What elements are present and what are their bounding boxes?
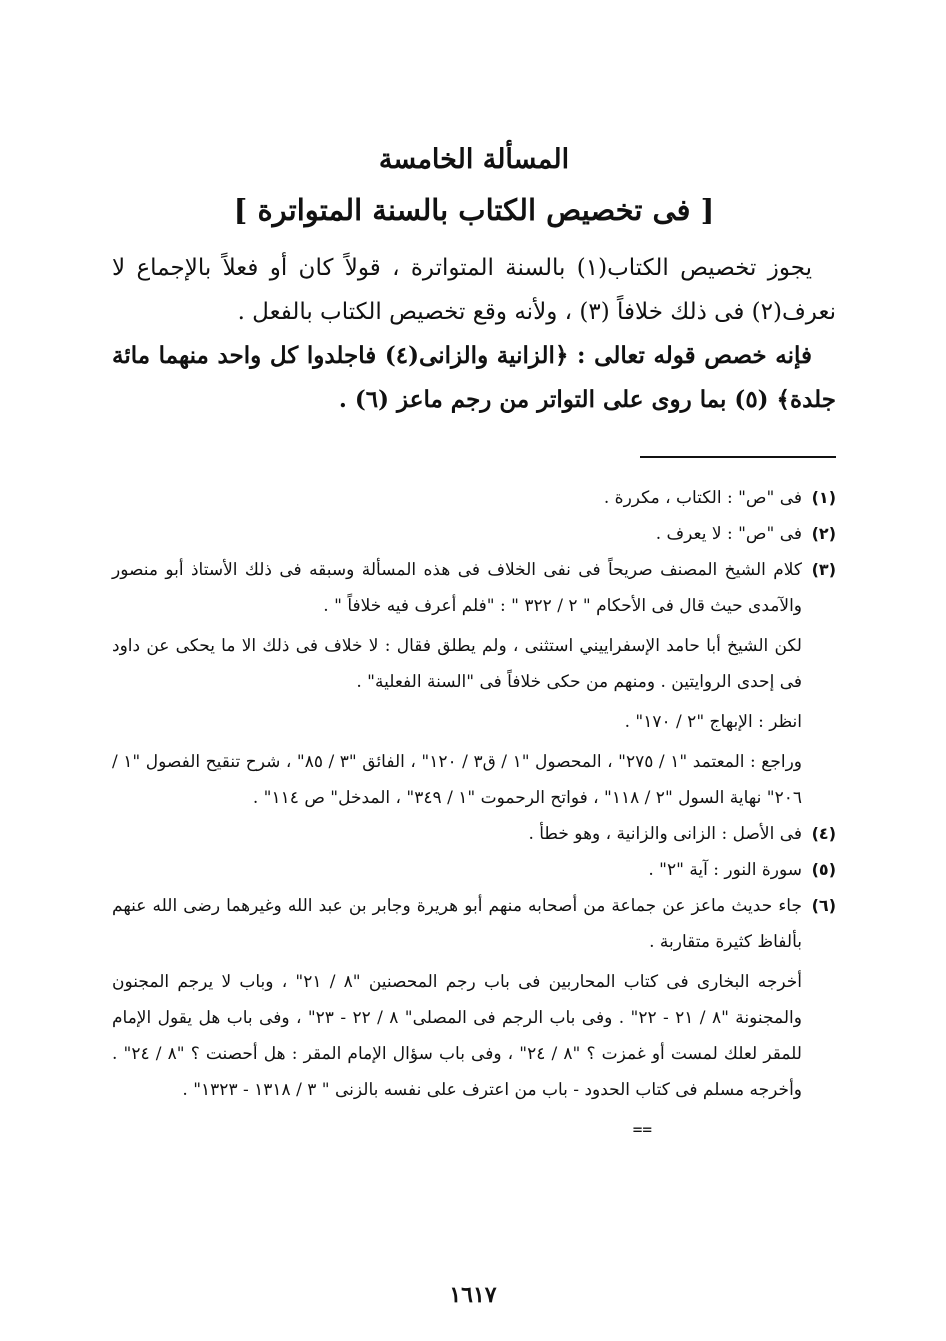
footnote-number: (٣) [811,560,836,579]
continuation-mark: == [632,1120,652,1139]
footnote-text: جاء حديث ماعز عن جماعة من أصحابه منهم أبو هريرة وجابر بن عبد الله وغيرهما رضى الله عنهم بألفاظ كثيرة متقاربة . [112,896,802,952]
page-title: المسألة الخامسة [378,144,570,175]
footnote-text: كلام الشيخ المصنف صريحاً فى نفى الخلاف فى هذه المسألة وسبقه فى ذلك الأستاذ أبو منصور والآمدى حيث قال فى الأحكام " ٢ / ٣٢٢ " : "فلم أعرف فيه خلافاً " . [112,560,802,616]
main-paragraph-1: يجوز تخصيص الكتاب(١) بالسنة المتواترة ، قولاً كان أو فعلاً بالإجماع لا نعرف(٢) فى ذلك خلافاً (٣) ، ولأنه وقع تخصيص الكتاب بالفعل . [112,255,836,325]
main-paragraph-2: فإنه خصص قوله تعالى : ﴿الزانية والزانى(٤) فاجلدوا كل واحد منهما مائة جلدة﴾ (٥) بما روى على التواتر من رجم ماعز (٦) . [112,342,836,413]
footnote-number: (٢) [811,524,836,543]
footnote-separator [640,456,836,458]
footnote-number: (٤) [811,824,836,843]
footnote-text: فى "ص" : لا يعرف . [655,524,802,544]
footnote-text: أخرجه البخارى فى كتاب المحاربين فى باب رجم المحصنين "٨ / ٢١" ، وباب لا يرجم المجنون والمجنونة "٨ / ٢١ - ٢٢" . وفى باب الرجم فى المصلى" ٨ / ٢٢ - ٢٣" ، وفى باب هل يقول الإمام للمقر لعلك لمست أو غمزت ؟ "٨ / ٢٤" ، وفى باب سؤال الإمام المقر : هل أحصنت ؟ "٨ / ٢٤" . وأخرجه مسلم فى كتاب الحدود - باب من اعترف على نفسه بالزنى " ٣ / ١٣١٨ - ١٣٢٣" . [112,972,802,1100]
footnote-separator-wrap [112,434,836,480]
footnote-text: سورة النور : آية "٢" . [648,860,802,880]
footnote-text: فى "ص" : الكتاب ، مكررة . [603,488,802,508]
footnote-number: (١) [811,488,836,507]
footnote-number: (٥) [811,860,836,879]
footnote-text: وراجع : المعتمد "١ / ٢٧٥" ، المحصول "١ / ق٣ / ١٢٠" ، الفائق "٣ / ٨٥" ، شرح تنقيح الفصول "١ / ٢٠٦" نهاية السول "٢ / ١١٨" ، فواتح الرحموت "١ / ٣٤٩" ، المدخل" ص ١١٤" . [112,752,802,808]
footnote-5 [112,852,836,888]
footnote-text: لكن الشيخ أبا حامد الإسفراييني استثنى ، ولم يطلق فقال : لا خلاف فى ذلك الا ما يحكى عن داود فى إحدى الروايتين . ومنهم من حكى خلافاً فى "السنة الفعلية" . [112,636,802,692]
footnote-text: انظر : الإبهاج "٢ / ١٧٠" . [624,712,802,732]
footnote-text: فى الأصل : الزانى والزانية ، وهو خطأ . [528,824,802,844]
main-text [112,246,836,422]
page-number: ١٦١٧ [449,1282,497,1308]
footnote-2 [112,516,836,552]
footnotes [112,480,836,1148]
footnote-4 [112,816,836,852]
page-subtitle: [ فى تخصيص الكتاب بالسنة المتواترة ] [233,193,715,227]
page-content [112,140,836,1148]
footnote-number: (٦) [811,896,836,915]
footnote-1 [112,480,836,516]
footnote-6 [112,888,836,1148]
footnote-3 [112,552,836,816]
